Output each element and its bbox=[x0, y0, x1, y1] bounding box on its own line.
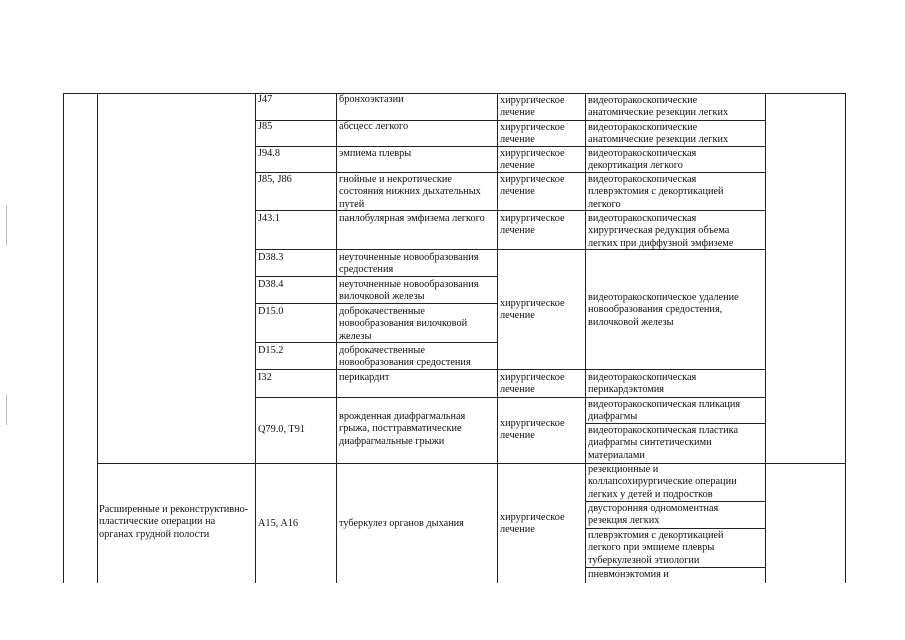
treatment-type: хирургическое лечение bbox=[500, 148, 565, 172]
icd-code: D38.3 bbox=[258, 252, 284, 263]
treatment-method: видеоторакоскопическое удаление новообразования средостения, вилочковой железы bbox=[588, 292, 739, 328]
disease-name: бронхоэктазии bbox=[339, 94, 404, 105]
icd-code: A15, A16 bbox=[258, 518, 299, 529]
icd-code: I32 bbox=[258, 372, 272, 383]
treatment-method: видеоторакоскопические анатомические резекции легких bbox=[588, 122, 729, 146]
treatment-method: видеоторакоскопическая хирургическая редукция объема легких при диффузной эмфиземе bbox=[588, 213, 734, 249]
disease-name: неуточненные новообразования вилочковой железы bbox=[339, 279, 479, 303]
treatment-type: хирургическое лечение bbox=[500, 213, 565, 237]
treatment-method: плеврэктомия с декортикацией легкого при эмпиеме плевры туберкулезной этиологии bbox=[588, 530, 724, 566]
disease-name: панлобулярная эмфизема легкого bbox=[339, 213, 485, 224]
treatment-method: двусторонняя одномоментная резекция легких bbox=[588, 503, 719, 527]
treatment-method: пневмонэктомия и bbox=[588, 569, 669, 580]
treatment-method: видеоторакоскопическая пластика диафрагмы синтетическими материалами bbox=[588, 425, 739, 461]
treatment-method: видеоторакоскопическая перикардэктомия bbox=[588, 372, 697, 396]
icd-code: D15.0 bbox=[258, 306, 284, 317]
disease-name: доброкачественные новообразования вилочковой железы bbox=[339, 306, 468, 342]
treatment-method: видеоторакоскопические анатомические резекции легких bbox=[588, 95, 729, 119]
treatment-type: хирургическое лечение bbox=[500, 95, 565, 119]
icd-code: D38.4 bbox=[258, 279, 284, 290]
icd-code: Q79.0, T91 bbox=[258, 424, 306, 435]
disease-name: неуточненные новообразования средостения bbox=[339, 252, 479, 276]
icd-code: J47 bbox=[258, 94, 273, 105]
icd-code: J43.1 bbox=[258, 213, 281, 224]
icd-code: J85 bbox=[258, 121, 273, 132]
disease-name: абсцесс легкого bbox=[339, 121, 409, 132]
disease-name: туберкулез органов дыхания bbox=[339, 518, 464, 529]
treatment-method: резекционные и коллапсохирургические операции легких у детей и подростков bbox=[588, 464, 737, 500]
disease-name: доброкачественные новообразования средостения bbox=[339, 345, 471, 369]
treatment-type: хирургическое лечение bbox=[500, 174, 565, 198]
icd-code: J85, J86 bbox=[258, 174, 292, 185]
section-title: Расширенные и реконструктивно- пластические операции на органах грудной полости bbox=[99, 504, 249, 540]
treatment-type: хирургическое лечение bbox=[500, 418, 565, 442]
treatment-method: видеоторакоскопическая декортикация легкого bbox=[588, 148, 697, 172]
disease-name: эмпиема плевры bbox=[339, 148, 412, 159]
icd-code: J94.8 bbox=[258, 148, 281, 159]
treatment-type: хирургическое лечение bbox=[500, 298, 565, 322]
treatment-method: видеоторакоскопическая пликация диафрагмы bbox=[588, 399, 741, 423]
disease-name: врожденная диафрагмальная грыжа, посттравматические диафрагмальные грыжи bbox=[339, 411, 466, 447]
disease-name: гнойные и некротические состояния нижних дыхательных путей bbox=[339, 174, 481, 210]
treatment-type: хирургическое лечение bbox=[500, 372, 565, 396]
treatment-method: видеоторакоскопическая плеврэктомия с декортикацией легкого bbox=[588, 174, 724, 210]
icd-code: D15.2 bbox=[258, 345, 284, 356]
treatment-type: хирургическое лечение bbox=[500, 512, 565, 536]
treatment-type: хирургическое лечение bbox=[500, 122, 565, 146]
disease-name: перикардит bbox=[339, 372, 390, 383]
